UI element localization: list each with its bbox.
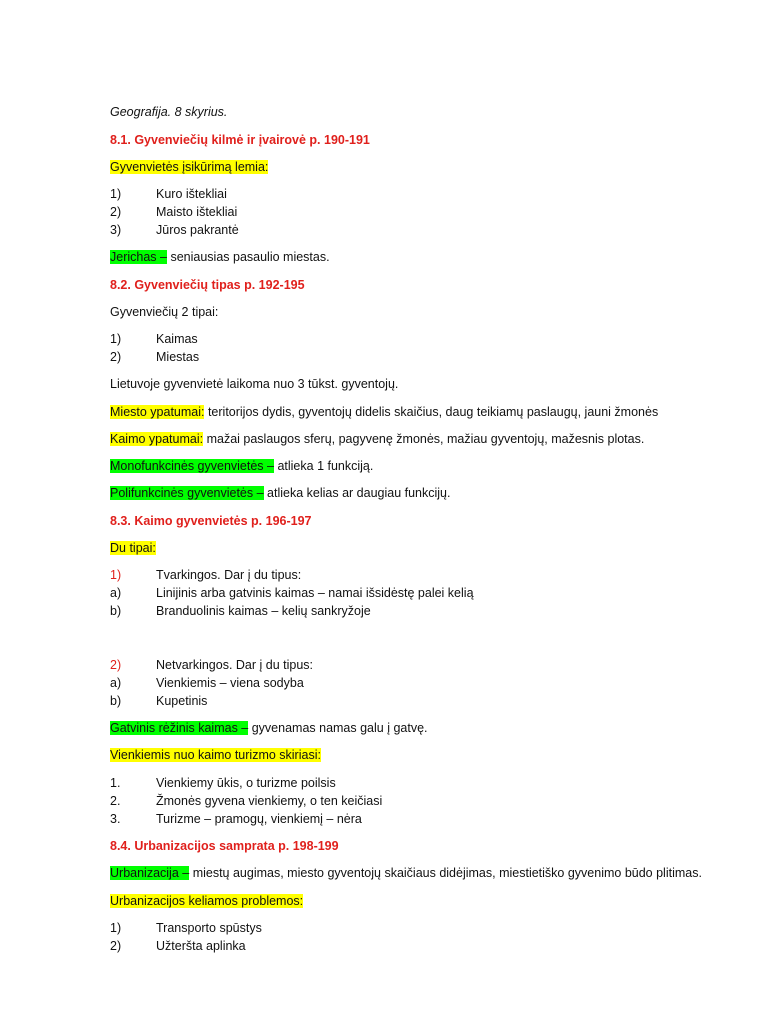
label-problemos bbox=[110, 893, 303, 909]
highlight-yellow: Gyvenvietės įsikūrimą lemia: bbox=[110, 160, 269, 174]
definition-kaimo bbox=[110, 431, 644, 447]
label-du-tipai bbox=[110, 540, 156, 556]
section-heading-8-1: 8.1. Gyvenviečių kilmė ir įvairovė p. 190-191 bbox=[110, 133, 370, 147]
list-number: 2) bbox=[110, 350, 122, 364]
highlight-yellow-term: Kaimo ypatumai: bbox=[110, 432, 204, 446]
document-title: Geografija. 8 skyrius. bbox=[110, 105, 228, 119]
list-number: 1) bbox=[110, 568, 122, 582]
list-number: 3. bbox=[110, 812, 121, 826]
list-number: 1. bbox=[110, 776, 121, 790]
label-gyvenvieciu-tipai: Gyvenviečių 2 tipai: bbox=[110, 305, 219, 319]
list-text: Vienkiemis – viena sodyba bbox=[156, 676, 304, 690]
definition-gatvinis bbox=[110, 720, 428, 736]
definition-text: gyvenamas namas galu į gatvę. bbox=[248, 721, 428, 735]
highlight-green-term: Jerichas – bbox=[110, 250, 167, 264]
list-number: a) bbox=[110, 586, 122, 600]
list-text: Žmonės gyvena vienkiemy, o ten keičiasi bbox=[156, 794, 383, 808]
list-number: 1) bbox=[110, 187, 122, 201]
section-heading-8-4: 8.4. Urbanizacijos samprata p. 198-199 bbox=[110, 839, 339, 853]
list-text: Vienkiemy ūkis, o turizme poilsis bbox=[156, 776, 336, 790]
list-number: 2. bbox=[110, 794, 121, 808]
highlight-green-term: Urbanizacija – bbox=[110, 866, 190, 880]
definition-text: teritorijos dydis, gyventojų didelis skaičius, daug teikiamų paslaugų, jauni žmonės bbox=[204, 405, 659, 419]
definition-urbanizacija bbox=[110, 865, 702, 881]
highlight-green-term: Monofunkcinės gyvenvietės – bbox=[110, 459, 274, 473]
list-text: Turizme – pramogų, vienkiemį – nėra bbox=[156, 812, 362, 826]
list-number: b) bbox=[110, 694, 122, 708]
list-number: 2) bbox=[110, 658, 122, 672]
list-text: Kuro ištekliai bbox=[156, 187, 227, 201]
section-heading-8-3: 8.3. Kaimo gyvenvietės p. 196-197 bbox=[110, 514, 312, 528]
highlight-green-term: Gatvinis rėžinis kaimas – bbox=[110, 721, 249, 735]
highlight-yellow: Vienkiemis nuo kaimo turizmo skiriasi: bbox=[110, 748, 321, 762]
list-text: Kaimas bbox=[156, 332, 198, 346]
definition-monofunkcines bbox=[110, 458, 373, 474]
list-text: Jūros pakrantė bbox=[156, 223, 239, 237]
definition-text: seniausias pasaulio miestas. bbox=[166, 250, 330, 264]
definition-polifunkcines bbox=[110, 485, 450, 501]
definition-text: atlieka kelias ar daugiau funkcijų. bbox=[263, 486, 451, 500]
definition-text: atlieka 1 funkciją. bbox=[273, 459, 374, 473]
list-text: Transporto spūstys bbox=[156, 921, 262, 935]
list-text: Kupetinis bbox=[156, 694, 208, 708]
list-number: 2) bbox=[110, 205, 122, 219]
list-number: b) bbox=[110, 604, 122, 618]
definition-jerichas bbox=[110, 249, 330, 265]
label-gyvenvietes-lemia bbox=[110, 159, 268, 175]
list-text: Netvarkingos. Dar į du tipus: bbox=[156, 658, 314, 672]
paragraph-lietuvoje: Lietuvoje gyvenvietė laikoma nuo 3 tūkst. gyventojų. bbox=[110, 377, 399, 391]
list-number: 1) bbox=[110, 921, 122, 935]
list-text: Užteršta aplinka bbox=[156, 939, 246, 953]
section-heading-8-2: 8.2. Gyvenviečių tipas p. 192-195 bbox=[110, 278, 305, 292]
list-text: Tvarkingos. Dar į du tipus: bbox=[156, 568, 302, 582]
list-number: a) bbox=[110, 676, 122, 690]
definition-miesto bbox=[110, 404, 658, 420]
definition-text: miestų augimas, miesto gyventojų skaičiaus didėjimas, miestietiško gyvenimo būdo plitimas. bbox=[189, 866, 702, 880]
highlight-yellow-term: Miesto ypatumai: bbox=[110, 405, 205, 419]
label-vienkiemis bbox=[110, 747, 321, 763]
list-text: Miestas bbox=[156, 350, 200, 364]
highlight-yellow: Du tipai: bbox=[110, 541, 156, 555]
list-number: 1) bbox=[110, 332, 122, 346]
list-number: 2) bbox=[110, 939, 122, 953]
definition-text: mažai paslaugos sferų, pagyvenę žmonės, mažiau gyventojų, mažesnis plotas. bbox=[203, 432, 645, 446]
highlight-yellow: Urbanizacijos keliamos problemos: bbox=[110, 894, 304, 908]
list-text: Maisto ištekliai bbox=[156, 205, 238, 219]
list-number: 3) bbox=[110, 223, 122, 237]
list-text: Linijinis arba gatvinis kaimas – namai išsidėstę palei kelią bbox=[156, 586, 474, 600]
list-text: Branduolinis kaimas – kelių sankryžoje bbox=[156, 604, 371, 618]
highlight-green-term: Polifunkcinės gyvenvietės – bbox=[110, 486, 264, 500]
